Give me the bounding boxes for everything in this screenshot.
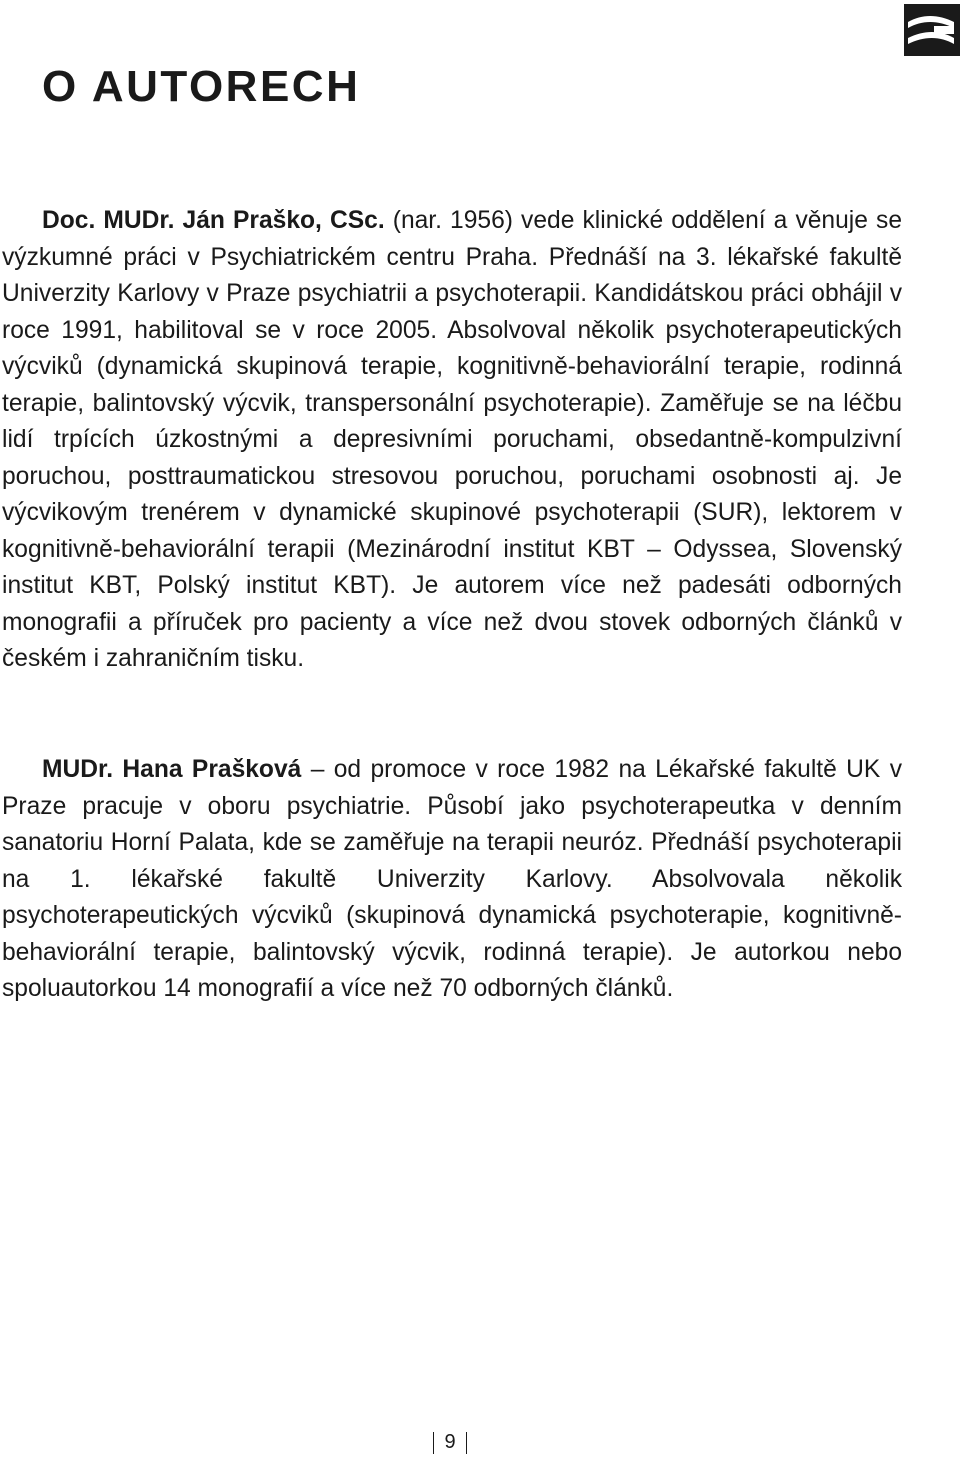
author-name: MUDr. Hana Prašková bbox=[42, 756, 302, 783]
author-name: Doc. MUDr. Ján Praško, CSc. bbox=[42, 207, 385, 234]
page-number: 9 bbox=[444, 1431, 456, 1453]
author-bio-praskova bbox=[2, 752, 902, 1008]
page-title: O AUTORECH bbox=[42, 62, 361, 111]
page-number-right-bar bbox=[466, 1432, 468, 1454]
bio-paragraph bbox=[2, 203, 902, 678]
bio-text: (nar. 1956) vede klinické oddělení a věnuje se výzkumné práci v Psychiatrickém centru Praha. Přednáší na 3. lékařské fakultě Univerzity Karlovy v Praze psychiatrii a psychoterapii. Kandidátskou práci obhájil v roce 1991, habilitoval se v roce 2005. Absolvoval několik psychoterapeutických výcviků (dynamická skupinová terapie, kognitivně-behaviorální terapie, rodinná terapie, balintovský výcvik, transpersonální psychoterapie). Zaměřuje se na léčbu lidí trpících úzkostnými a depresivními poruchami, obsedantně-kompulzivní poruchou, posttraumatickou stresovou poruchou, poruchami osobnosti aj. Je výcvikovým trenérem v dynamické skupinové psychoterapii (SUR), lektorem v kognitivně-behaviorální terapii (Mezinárodní institut KBT – Odyssea, Slovenský institut KBT, Polský institut KBT). Je autorem více než padesáti odborných monografii a příruček pro pacienty a více než dvou stovek odborných článků v českém i zahraničním tisku. bbox=[2, 207, 902, 672]
bio-text: – od promoce v roce 1982 na Lékařské fakultě UK v Praze pracuje v oboru psychiatrie. Působí jako psychoterapeutka v denním sanatoriu Horní Palata, kde se zaměřuje na terapii neuróz. Přednáší psychoterapii na 1. lékařské fakultě Univerzity Karlovy. Absolvovala několik psychoterapeutických výcviků (skupinová dynamická psychoterapie, kognitivně-behaviorální terapie, balintovský výcvik, rodinná terapie). Je autorkou nebo spoluautorkou 14 monografií a více než 70 odborných článků. bbox=[2, 756, 902, 1002]
author-bio-prasko bbox=[2, 203, 902, 678]
page-footer bbox=[0, 1428, 900, 1456]
publisher-logo-icon bbox=[904, 4, 960, 56]
bio-paragraph bbox=[2, 752, 902, 1008]
page-number-left-bar bbox=[433, 1432, 435, 1454]
